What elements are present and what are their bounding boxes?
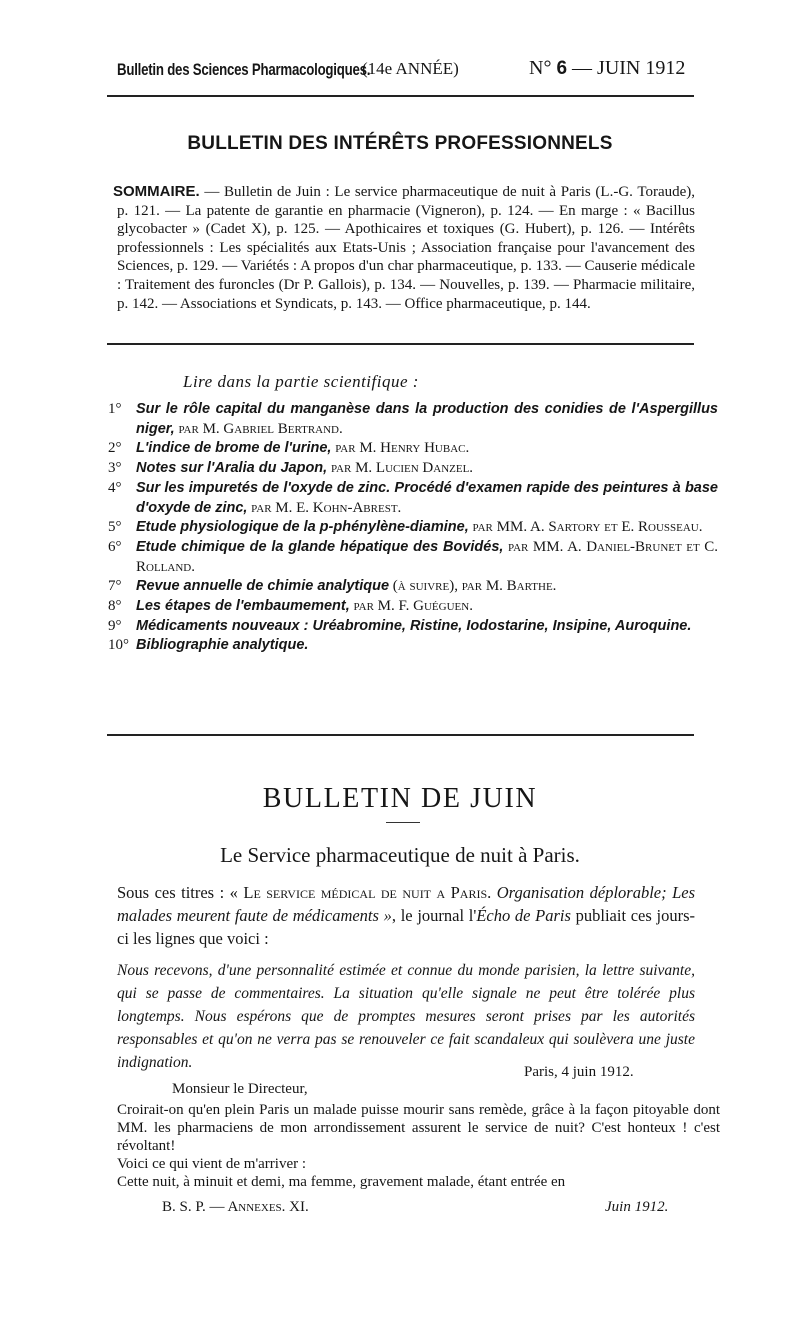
summary-paragraph bbox=[113, 183, 696, 313]
journal-year: (14e ANNÉE) bbox=[362, 59, 459, 78]
scientific-list bbox=[108, 400, 718, 656]
footer-left-text: B. S. P. — Annexes. XI. bbox=[162, 1199, 309, 1215]
intro-text-4: , le journal l' bbox=[391, 906, 477, 925]
letter-salutation: Monsieur le Directeur, bbox=[172, 1081, 308, 1097]
footer-right: Juin 1912. bbox=[605, 1199, 669, 1215]
journal-title: Bulletin des Sciences Pharmacologiques. bbox=[117, 60, 371, 79]
item-title: L'indice de brome de l'urine, bbox=[136, 440, 332, 457]
list-item bbox=[108, 439, 718, 459]
letter-paragraph: Croirait-on qu'en plein Paris un malade puisse mourir sans remède, grâce à la façon pitoyable dont MM. les pharmaciens de mon arrondissement assurent le service de nuit? C'est honteux ! c'est révoltant! bbox=[117, 1102, 720, 1154]
letter-paragraph: Voici ce qui vient de m'arriver : bbox=[117, 1156, 307, 1172]
summary-rule bbox=[107, 343, 694, 345]
item-author: par M. E. Kohn-Abrest. bbox=[251, 499, 402, 516]
letter-body bbox=[117, 1101, 720, 1191]
item-author: par MM. A. Daniel-Brunet et C. Rolland. bbox=[136, 538, 719, 575]
article-subheading: Le Service pharmaceutique de nuit à Paris. bbox=[220, 843, 580, 867]
item-author: (à suivre), par M. Barthe. bbox=[392, 578, 557, 595]
header-rule bbox=[107, 95, 694, 97]
item-author: par M. Gabriel Bertrand. bbox=[178, 420, 343, 437]
item-title: Notes sur l'Aralia du Japon, bbox=[136, 460, 328, 477]
item-title: Revue annuelle de chimie analytique bbox=[136, 578, 390, 595]
quoted-paragraph: Nous recevons, d'une personnalité estimée et connue du monde parisien, la lettre suivante, qui se passe de commentaires. La situation qu'elle signale ne peut être tolérée plus longtemps. Nous espérons que de promptes mesures seront prises par les autorités responsables et qu'on ne verra pas se renouveler ce fait scandaleux qui soulèvera une juste indignation. bbox=[117, 962, 695, 1071]
article-heading: BULLETIN DE JUIN bbox=[262, 783, 538, 814]
item-author: par M. Lucien Danzel. bbox=[330, 460, 474, 477]
intro-text-2: Le service médical de nuit a Paris. bbox=[243, 883, 492, 902]
list-item bbox=[108, 597, 718, 617]
item-number: 1° bbox=[108, 401, 122, 417]
intro-text-6: publiait ces jours-ci les lignes que voici : bbox=[117, 906, 695, 948]
item-number: 10° bbox=[108, 637, 129, 654]
issue-number: 6 bbox=[556, 58, 568, 79]
item-title: Bibliographie analytique. bbox=[136, 637, 309, 654]
item-title: Médicaments nouveaux : Uréabromine, Ristine, Iodostarine, Insipine, Auroquine. bbox=[136, 617, 692, 634]
list-item bbox=[108, 636, 718, 656]
issue-prefix: N° bbox=[529, 57, 552, 79]
intro-text-1: Sous ces titres : « bbox=[117, 883, 244, 902]
item-number: 7° bbox=[108, 578, 122, 595]
item-title: Sur le rôle capital du manganèse dans la production des conidies de l'Aspergillus niger, bbox=[136, 401, 718, 437]
list-item bbox=[108, 400, 718, 439]
item-author: par M. Henry Hubac. bbox=[335, 440, 470, 457]
item-number: 9° bbox=[108, 617, 122, 634]
issue-info bbox=[529, 57, 685, 80]
list-item bbox=[108, 538, 718, 577]
list-item bbox=[108, 577, 718, 597]
item-number: 8° bbox=[108, 598, 122, 615]
item-number: 3° bbox=[108, 460, 122, 477]
summary bbox=[113, 183, 696, 313]
list-rule bbox=[107, 734, 694, 736]
intro-text-5: Écho de Paris bbox=[476, 906, 571, 925]
footer-left bbox=[162, 1199, 309, 1216]
item-number: 2° bbox=[108, 440, 122, 457]
summary-label: SOMMAIRE. bbox=[113, 183, 200, 200]
list-item bbox=[108, 459, 718, 479]
summary-text: — Bulletin de Juin : Le service pharmaceutique de nuit à Paris (L.-G. Toraude), p. 121. — La patente de garantie en pharmacie (Vigneron), p. 124. — En marge : « Bacillus glycobacter » (Cadet X), p. 125. — Apothicaires et toxiques (G. Hubert), p. 126. — Intérêts professionnels : Les spécialités aux Etats-Unis ; Association française pour l'avancement des Sciences, p. 129. — Variétés : A propos d'un char pharmaceutique, p. 133. — Causerie médicale : Traitement des furoncles (Dr P. Gallois), p. 134. — Nouvelles, p. 139. — Pharmacie militaire, p. 142. — Associations et Syndicats, p. 143. — Office pharmaceutique, p. 144. bbox=[117, 184, 696, 312]
item-title: Sur les impuretés de l'oxyde de zinc. Procédé d'examen rapide des peintures à base d'oxyde de zinc, bbox=[136, 479, 718, 516]
scientific-intro: Lire dans la partie scientifique : bbox=[183, 372, 419, 391]
letter-paragraph: Cette nuit, à minuit et demi, ma femme, gravement malade, étant entrée en bbox=[117, 1174, 566, 1190]
heading-divider bbox=[386, 822, 420, 823]
item-title: Etude physiologique de la p-phénylène-diamine, bbox=[136, 519, 469, 536]
list-item bbox=[108, 617, 718, 637]
item-author: par M. F. Guéguen. bbox=[353, 598, 473, 615]
list-item bbox=[108, 518, 718, 538]
item-number: 5° bbox=[108, 519, 122, 536]
item-title: Etude chimique de la glande hépatique des Bovidés, bbox=[136, 538, 504, 555]
intro-text-3: Organisation déplorable; Les malades meurent faute de médicaments » bbox=[117, 883, 695, 925]
item-author: par MM. A. Sartory et E. Rousseau. bbox=[472, 519, 703, 536]
issue-date: — JUIN 1912 bbox=[572, 57, 686, 79]
intro-paragraph bbox=[117, 881, 695, 950]
item-title: Les étapes de l'embaumement, bbox=[136, 598, 350, 615]
item-number: 4° bbox=[108, 479, 122, 496]
letter-date: Paris, 4 juin 1912. bbox=[524, 1064, 634, 1080]
list-item bbox=[108, 479, 718, 518]
section-title: BULLETIN DES INTÉRÊTS PROFESSIONNELS bbox=[187, 133, 613, 154]
item-number: 6° bbox=[108, 538, 122, 555]
